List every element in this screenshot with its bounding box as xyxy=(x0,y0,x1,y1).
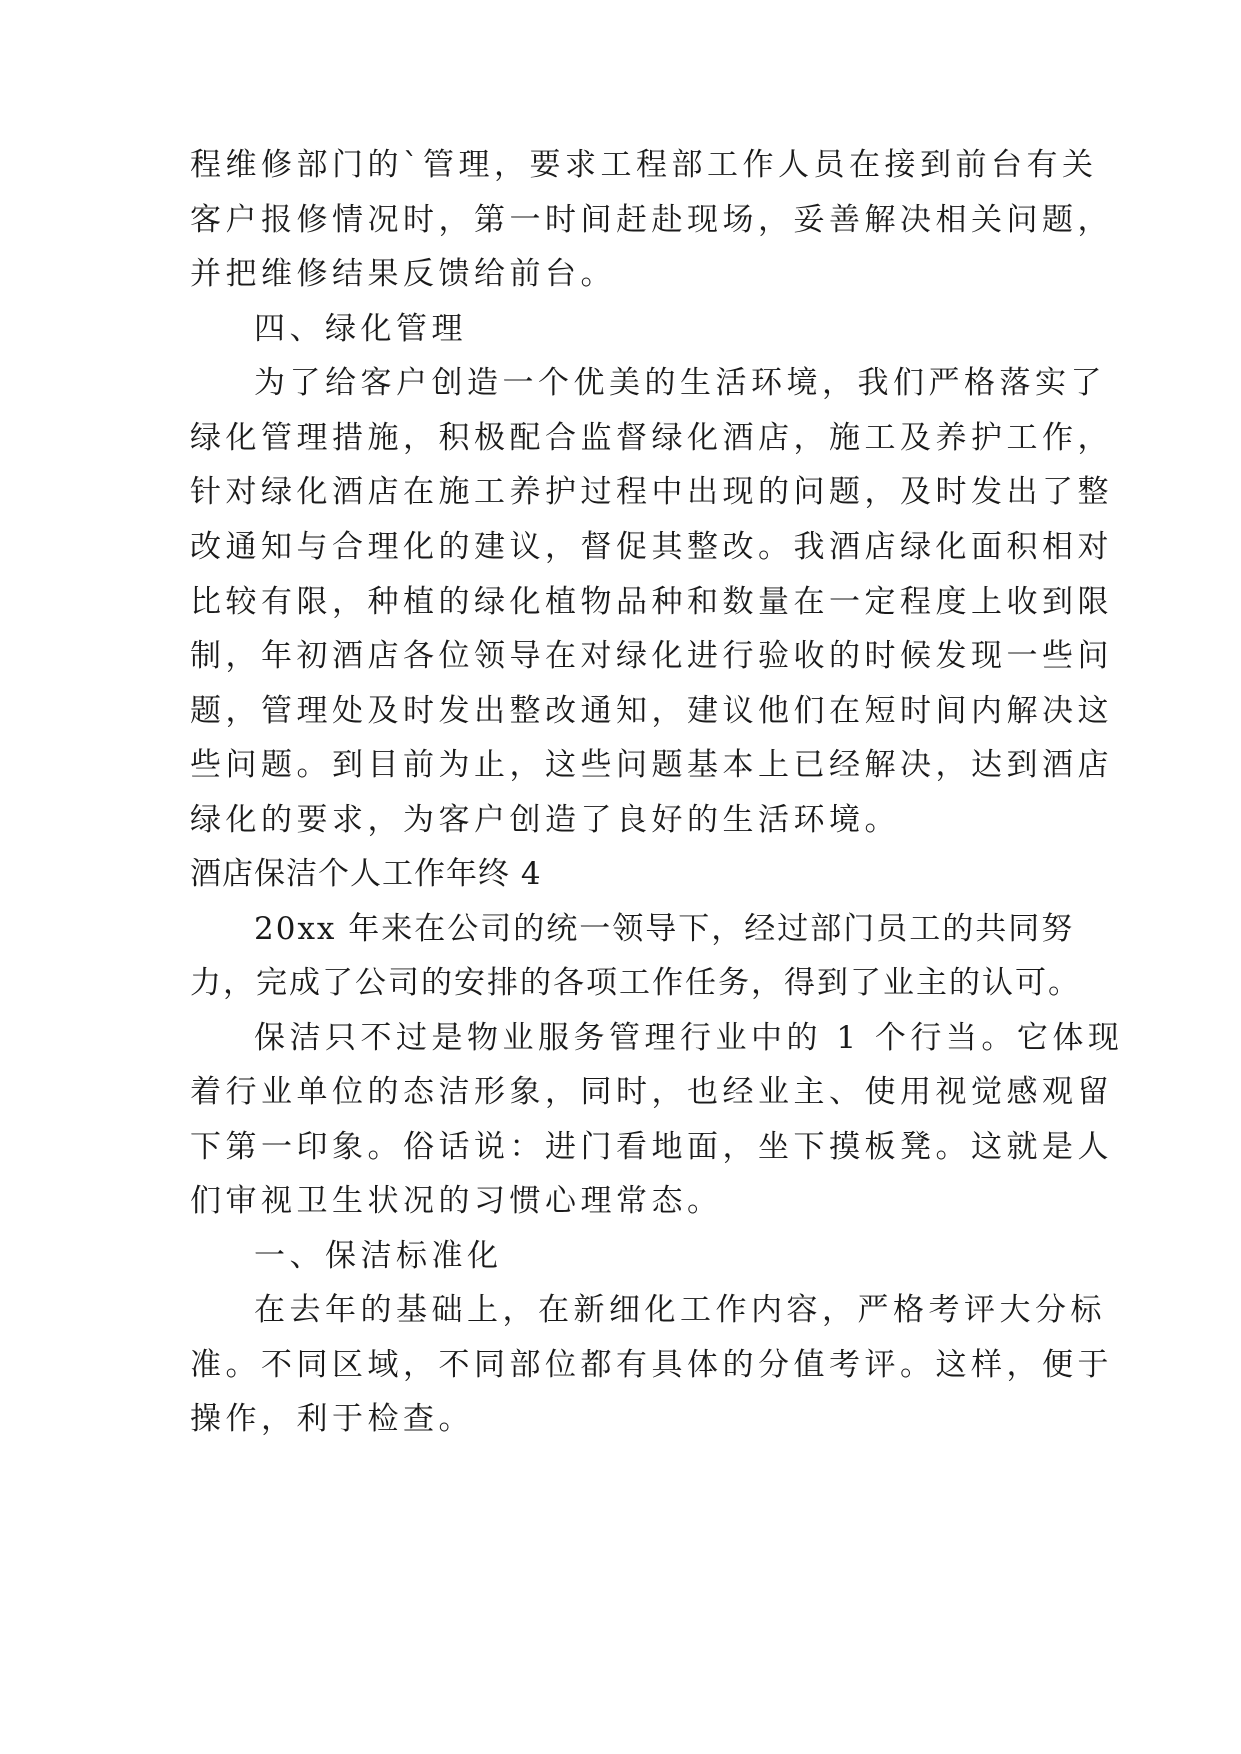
paragraph-line: 绿化管理措施，积极配合监督绿化酒店，施工及养护工作， xyxy=(190,420,1113,456)
paragraph-line: 保洁只不过是物业服务管理行业中的 1 个行当。它体现 xyxy=(254,1020,1124,1056)
paragraph-line: 改通知与合理化的建议，督促其整改。我酒店绿化面积相对 xyxy=(190,529,1113,565)
document-title: 酒店保洁个人工作年终 4 xyxy=(190,856,542,892)
paragraph-line: 们审视卫生状况的习惯心理常态。 xyxy=(190,1183,723,1219)
paragraph-line: 力，完成了公司的安排的各项工作任务，得到了业主的认可。 xyxy=(190,965,1081,1001)
paragraph-line: 绿化的要求，为客户创造了良好的生活环境。 xyxy=(190,802,900,838)
paragraph-line: 制，年初酒店各位领导在对绿化进行验收的时候发现一些问 xyxy=(190,638,1113,674)
paragraph-line: 操作，利于检查。 xyxy=(190,1401,474,1437)
paragraph-line: 着行业单位的态洁形象，同时，也经业主、使用视觉感观留 xyxy=(190,1074,1113,1110)
paragraph-line: 比较有限，种植的绿化植物品种和数量在一定程度上收到限 xyxy=(190,584,1113,620)
paragraph-line: 20xx 年来在公司的统一领导下，经过部门员工的共同努 xyxy=(254,911,1075,947)
paragraph-line: 为了给客户创造一个优美的生活环境，我们严格落实了 xyxy=(254,365,1106,401)
paragraph-line: 并把维修结果反馈给前台。 xyxy=(190,256,616,292)
paragraph-line: 下第一印象。俗话说：进门看地面，坐下摸板凳。这就是人 xyxy=(190,1129,1113,1165)
paragraph-line: 程维修部门的`管理，要求工程部工作人员在接到前台有关 xyxy=(190,147,1098,183)
paragraph-line: 些问题。到目前为止，这些问题基本上已经解决，达到酒店 xyxy=(190,747,1113,783)
paragraph-line: 在去年的基础上，在新细化工作内容，严格考评大分标 xyxy=(254,1292,1106,1328)
paragraph-line: 题，管理处及时发出整改通知，建议他们在短时间内解决这 xyxy=(190,693,1113,729)
paragraph-line: 客户报修情况时，第一时间赶赴现场，妥善解决相关问题， xyxy=(190,202,1113,238)
section-heading: 一、保洁标准化 xyxy=(254,1238,503,1274)
paragraph-line: 准。不同区域，不同部位都有具体的分值考评。这样，便于 xyxy=(190,1347,1113,1383)
section-heading: 四、绿化管理 xyxy=(254,311,467,347)
paragraph-line: 针对绿化酒店在施工养护过程中出现的问题，及时发出了整 xyxy=(190,474,1113,510)
